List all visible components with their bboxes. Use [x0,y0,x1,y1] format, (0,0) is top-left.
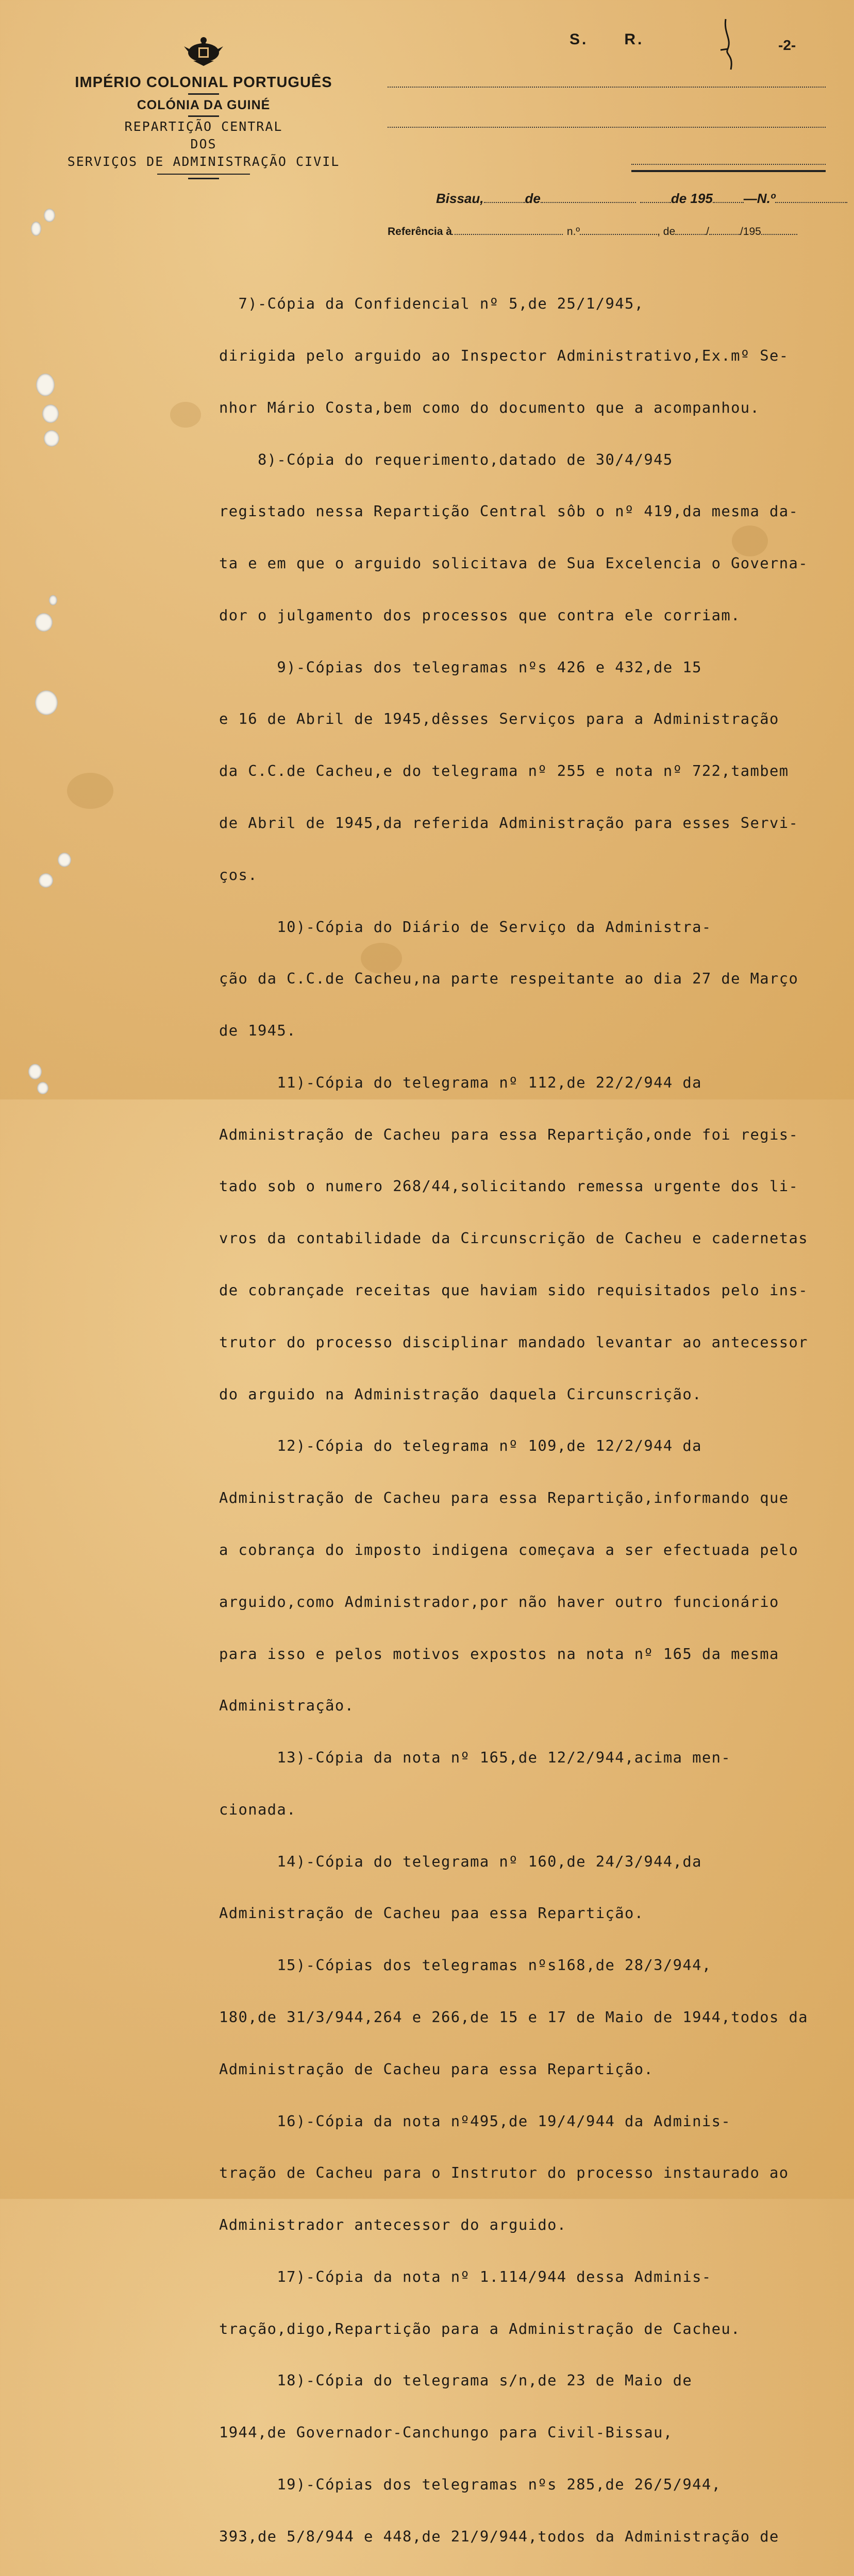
blank-field [452,226,563,235]
divider [188,115,219,117]
body-line: 9)-Cópias dos telegramas nºs 426 e 432,de 15 [219,658,702,676]
body-line: tração,digo,Repartição para a Administração de Cacheu. [219,2319,741,2337]
punch-hole [44,430,59,447]
blank-field [675,226,706,235]
body-line: de Abril de 1945,da referida Administração para esses Servi- [219,814,799,832]
body-line: 17)-Cópia da nota nº 1.114/944 dessa Adminis- [219,2267,712,2285]
punch-hole [35,613,53,632]
punch-hole [36,374,55,396]
blank-field [580,226,657,235]
body-line: vros da contabilidade da Circunscrição de Cacheu e cadernetas [219,1229,808,1247]
body-line: Administração de Cacheu paa essa Repartição. [219,1904,644,1922]
punch-hole [39,873,53,888]
body-line: arguido,como Administrador,por não haver outro funcionário [219,1592,779,1611]
blank-field [775,192,847,203]
body-line: de 1945. [219,1022,296,1040]
body-line: ços. [219,866,258,884]
blank-field [709,226,740,235]
body-line: do arguido na Administração daquela Circunscrição. [219,1385,702,1403]
blank-field [761,226,797,235]
letterhead [52,36,356,180]
body-line: 18)-Cópia do telegrama s/n,de 23 de Maio de [219,2371,693,2389]
body-line: dor o julgamento dos processos que contra ele corriam. [219,606,741,624]
body-line: dirigida pelo arguido ao Inspector Administrativo,Ex.mº Se- [219,346,789,364]
colony-title: COLÓNIA DA GUINÉ [137,98,271,112]
department-line-1: REPARTIÇÃO CENTRAL [124,119,283,134]
divider [188,93,219,95]
punch-hole [28,1064,42,1079]
punch-hole [37,1082,48,1094]
body-line: 15)-Cópias dos telegramas nºs168,de 28/3/944, [219,1956,712,1974]
department-line-2: DOS [190,137,217,151]
r-letter: R. [624,31,644,48]
body-line: Administração. [219,1697,355,1715]
divider [157,174,250,175]
body-line: da C.C.de Cacheu,e do telegrama nº 255 e nota nº 722,tambem [219,762,789,780]
punch-hole [35,690,58,715]
punch-hole [42,404,59,423]
dotted-line [388,87,826,88]
body-line: 19)-Cópias dos telegramas nºs 285,de 26/5/944, [219,2476,722,2493]
number-label: N.º [757,191,776,206]
body-line: cionada. [219,1800,296,1818]
city-label: Bissau, [436,191,484,206]
year-label: de 195 [671,191,713,206]
reference-line [388,226,797,238]
body-line: 10)-Cópia do Diário de Serviço da Administra- [219,918,712,936]
blank-field [541,192,636,203]
body-line: 8)-Cópia do requerimento,datado de 30/4/945 [219,450,673,468]
coat-of-arms-icon [183,36,224,67]
department-line-3: SERVIÇOS DE ADMINISTRAÇÃO CIVIL [67,154,340,169]
dotted-line [388,127,826,128]
body-line: nhor Mário Costa,bem como do documento que a acompanhou. [219,398,760,416]
body-line: 7)-Cópia da Confidencial nº 5,de 25/1/945, [219,295,644,313]
reference-label: Referência à [388,226,452,238]
divider [188,178,219,179]
body-line: de cobrançade receitas que haviam sido requisitados pelo ins- [219,1281,808,1299]
blank-field [640,192,671,203]
body-line: 1944,de Governador-Canchungo para Civil-Bissau, [219,2424,673,2442]
paper-stain [67,773,113,809]
sr-label [570,31,644,48]
body-line: Administração de Cacheu para essa Repartição. [219,2060,654,2078]
body-line: ta e em que o arguido solicitava de Sua Excelencia o Governa- [219,554,808,572]
de-label: , de [657,226,676,238]
n-label: n.º [566,226,580,238]
body-line: 16)-Cópia da nota nº495,de 19/4/944 da Adminis- [219,2112,731,2130]
body-line: ção da C.C.de Cacheu,na parte respeitante ao dia 27 de Março [219,970,799,988]
solid-rule [631,170,826,172]
body-line: Administração de Cacheu para essa Repartição,informando que [219,1489,789,1507]
blank-field [713,192,744,203]
body-line: 13)-Cópia da nota nº 165,de 12/2/944,acima men- [219,1749,731,1767]
punch-hole [58,853,71,867]
punch-hole [31,222,41,236]
body-line: tração de Cacheu para o Instrutor do processo instaurado ao [219,2164,789,2182]
dotted-line [631,164,826,165]
handwritten-mark-icon [716,18,742,75]
punch-hole [49,595,57,605]
document-body [219,261,850,2576]
body-line: registado nessa Repartição Central sôb o nº 419,da mesma da- [219,502,799,520]
body-line: 12)-Cópia do telegrama nº 109,de 12/2/944 da [219,1437,702,1455]
body-line: Administrador antecessor do arguido. [219,2216,567,2234]
year-label: /195 [740,226,761,238]
body-line: e 16 de Abril de 1945,dêsses Serviços para a Administração [219,710,779,728]
body-line: Administração de Cacheu para essa Repartição,onde foi regis- [219,1125,799,1143]
body-line: trutor do processo disciplinar mandado levantar ao antecessor [219,1333,808,1351]
page-number: -2- [778,37,796,53]
body-line: 393,de 5/8/944 e 448,de 21/9/944,todos da Administração de [219,2527,779,2545]
body-line: para isso e pelos motivos expostos na nota nº 165 da mesma [219,1645,779,1663]
de-label: de [525,191,541,206]
body-line: a cobrança do imposto indigena começava a ser efectuada pelo [219,1540,799,1558]
date-line: Bissau, de de 195 —N.º [436,191,847,207]
body-line: 180,de 31/3/944,264 e 266,de 15 e 17 de Maio de 1944,todos da [219,2008,808,2026]
slash-label: / [706,226,709,238]
body-line: 11)-Cópia do telegrama nº 112,de 22/2/944 da [219,1073,702,1091]
punch-hole [44,209,55,222]
body-line: tado sob o numero 268/44,solicitando remessa urgente dos li- [219,1177,799,1195]
s-letter: S. [570,31,589,48]
paper-stain [170,402,201,428]
body-line: 14)-Cópia do telegrama nº 160,de 24/3/944,da [219,1852,702,1870]
blank-field [484,192,525,203]
empire-title: IMPÉRIO COLONIAL PORTUGUÊS [75,74,332,91]
